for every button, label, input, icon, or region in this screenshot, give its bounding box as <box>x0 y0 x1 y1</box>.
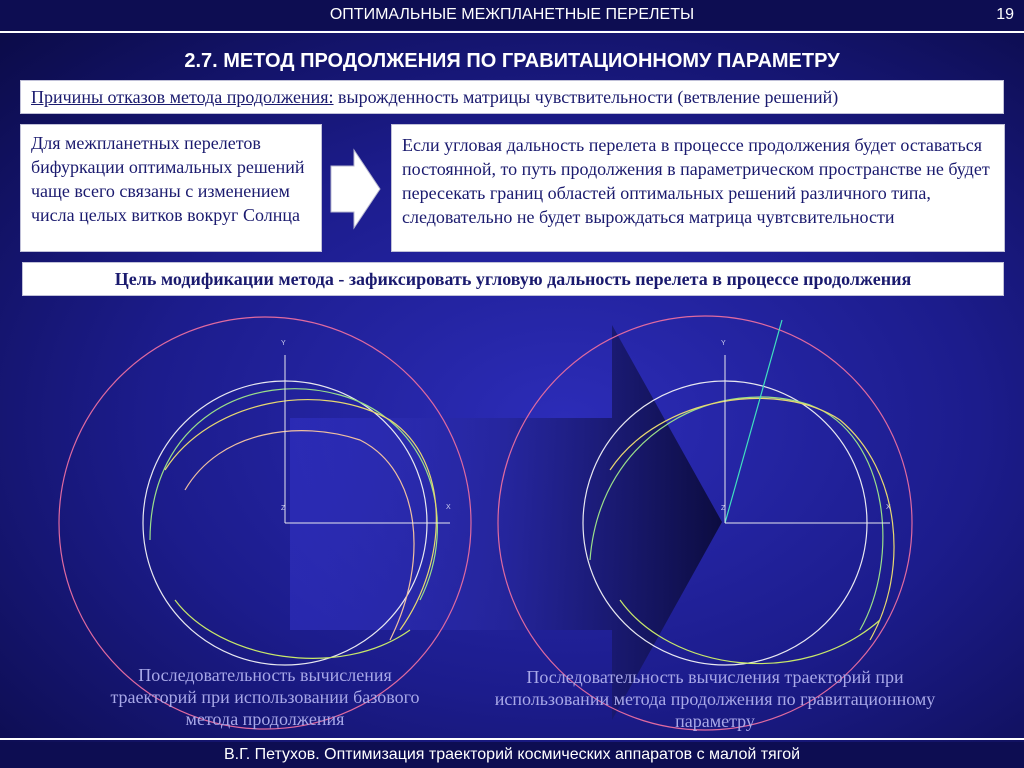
page-number: 19 <box>996 6 1014 23</box>
left-y-label: Y <box>281 340 286 347</box>
reasons-label: Причины отказов метода продолжения: <box>31 87 334 107</box>
right-y-label: Y <box>721 340 726 347</box>
right-origin-label: Z <box>721 505 726 512</box>
footer-bar <box>0 742 1024 768</box>
left-origin-label: Z <box>281 505 286 512</box>
slide-title: 2.7. МЕТОД ПРОДОЛЖЕНИЯ ПО ГРАВИТАЦИОННОМУ ПАРАМЕТРУ <box>184 50 840 72</box>
footer-text: В.Г. Петухов. Оптимизация траекторий космических аппаратов с малой тягой <box>223 746 801 763</box>
right-x-label: X <box>886 504 891 511</box>
angular-range-box: Если угловая дальность перелета в процессе продолжения будет оставаться постоянной, то путь продолжения в параметрическом пространстве не будет пересекать границ областей оптимальных решений различного типа, следовательно не будет вырождаться матрица чувтсвительности <box>391 124 1005 252</box>
left-caption: Последовательность вычисления траекторий при использовании базового метода продолжения <box>110 665 420 729</box>
header-title: ОПТИМАЛЬНЫЕ МЕЖПЛАНЕТНЫЕ ПЕРЕЛЕТЫ <box>329 6 695 23</box>
right-caption: Последовательность вычисления траекторий при использовании метода продолжения по гравитационному параметру <box>494 667 936 731</box>
small-arrow-icon <box>331 150 380 228</box>
footer-divider <box>0 738 1024 740</box>
right-range-line <box>725 320 782 523</box>
goal-box: Цель модификации метода - зафиксировать угловую дальность перелета в процессе продолжения <box>22 262 1004 296</box>
bifurcation-box: Для межпланетных перелетов бифуркации оптимальных решений чаще всего связаны с изменением числа целых витков вокруг Солнца <box>20 124 322 252</box>
left-x-label: X <box>446 504 451 511</box>
reasons-text: вырожденность матрицы чувствительности (ветвление решений) <box>333 87 839 107</box>
